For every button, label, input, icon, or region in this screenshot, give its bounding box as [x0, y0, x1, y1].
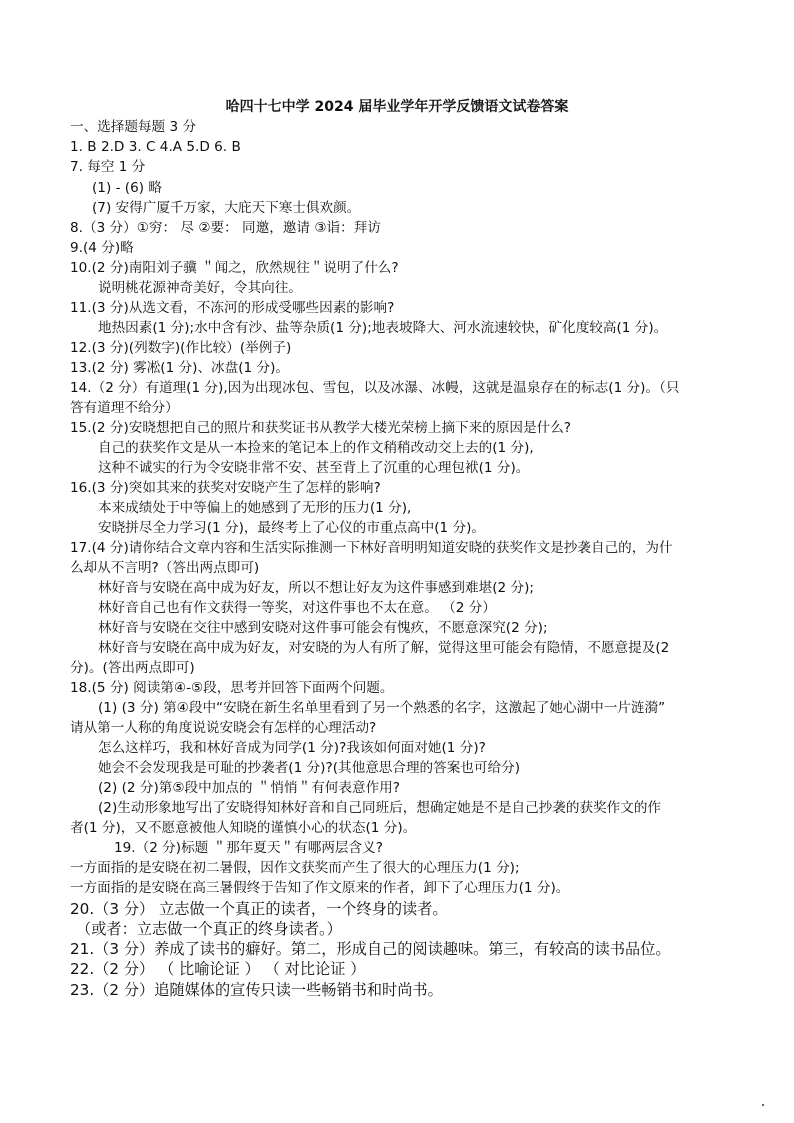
answer-line: (7) 安得广厦千万家，大庇天下寒士俱欢颜。 — [92, 200, 361, 216]
answer-line: 地热因素(1 分);水中含有沙、盐等杂质(1 分);地表坡降大、河水流速较快，矿化度较高(1 分)。 — [98, 320, 668, 336]
answer-line: 答有道理不给分） — [70, 400, 179, 416]
section-heading: 一、选择题每题 3 分 — [70, 119, 197, 135]
answer-line: 自己的获奖作文是从一本捡来的笔记本上的作文稍稍改动交上去的(1 分), — [98, 440, 534, 456]
question-line: 16.(3 分)突如其来的获奖对安晓产生了怎样的影响? — [70, 480, 381, 496]
question-line: (2) (2 分)第⑤段中加点的 ＂悄悄＂有何表意作用? — [98, 780, 400, 796]
answer-line: 林好音与安晓在高中成为好友，所以不想让好友为这件事感到难堪(2 分); — [98, 580, 534, 596]
answer-line: 本来成绩处于中等偏上的她感到了无形的压力(1 分), — [98, 500, 412, 516]
answer-line: 一方面指的是安晓在高三暑假终于告知了作文原来的作者，卸下了心理压力(1 分)。 — [70, 880, 570, 896]
answer-line: 14.（2 分）有道理(1 分),因为出现冰包、雪包，以及冰瀑、冰幔，这就是温泉存在的标志(1 分)。（只 — [70, 380, 680, 396]
answer-line: 20.（3 分） 立志做一个真正的读者，一个终身的读者。 — [70, 900, 448, 918]
scan-speck — [762, 1104, 764, 1106]
answer-line: 分)。(答出两点即可) — [70, 660, 195, 676]
answer-line: 23.（2 分）追随媒体的宣传只读一些畅销书和时尚书。 — [70, 981, 443, 999]
question-line: 18.(5 分) 阅读第④-⑤段，思考并回答下面两个问题。 — [70, 680, 394, 696]
question-line: 请从第一人称的角度说说安晓会有怎样的心理活动? — [70, 720, 377, 736]
question-line: 15.(2 分)安晓想把自己的照片和获奖证书从教学大楼光荣榜上摘下来的原因是什么? — [70, 420, 572, 436]
answer-line: 22.（2 分） （ 比喻论证 ） （ 对比论证 ） — [70, 960, 366, 978]
question-line: (1) (3 分) 第④段中“安晓在新生名单里看到了另一个熟悉的名字，这激起了她心湖中一片涟漪” — [98, 700, 666, 716]
answer-line: 1. B 2.D 3. C 4.A 5.D 6. B — [70, 139, 241, 155]
page-title: 哈四十七中学 2024 届毕业学年开学反馈语文试卷答案 — [225, 99, 569, 115]
answer-line: 9.(4 分)略 — [70, 240, 134, 256]
question-line: 17.(4 分)请你结合文章内容和生活实际推测一下林好音明明知道安晓的获奖作文是抄袭自己的，为什 — [70, 540, 673, 556]
answer-line: 12.(3 分)(列数字)(作比较）(举例子) — [70, 340, 292, 356]
answer-line: 她会不会发现我是可耻的抄袭者(1 分)?(其他意思合理的答案也可给分) — [98, 760, 521, 776]
answer-line: (1) - (6) 略 — [92, 180, 162, 196]
answer-line: 安晓拼尽全力学习(1 分)，最终考上了心仪的市重点高中(1 分)。 — [98, 520, 485, 536]
answer-line: （或者：立志做一个真正的终身读者。） — [76, 920, 342, 938]
answer-line: 林好音与安晓在高中成为好友，对安晓的为人有所了解，觉得这里可能会有隐情，不愿意提及(2 — [98, 640, 670, 656]
question-line: 10.(2 分)南阳刘子骥 ＂闻之，欣然规往＂说明了什么? — [70, 260, 399, 276]
answer-line: 13.(2 分) 雾凇(1 分)、冰盘(1 分)。 — [70, 360, 290, 376]
answer-line: (2)生动形象地写出了安晓得知林好音和自己同班后，想确定她是不是自己抄袭的获奖作文的作 — [98, 800, 662, 816]
answer-line: 8.（3 分）①穷： 尽 ②要： 同邀，邀请 ③诣：拜访 — [70, 220, 381, 236]
answer-line: 林好音自己也有作文获得一等奖，对这件事也不太在意。 （2 分） — [98, 600, 496, 616]
answer-line: 怎么这样巧，我和林好音成为同学(1 分)?我该如何面对她(1 分)? — [98, 740, 486, 756]
question-line: 11.(3 分)从选文看，不冻河的形成受哪些因素的影响? — [70, 300, 395, 316]
answer-line: 者(1 分)，又不愿意被他人知晓的谨慎小心的状态(1 分)。 — [70, 820, 417, 836]
answer-line: 林好音与安晓在交往中感到安晓对这件事可能会有愧疚，不愿意深究(2 分); — [98, 620, 548, 636]
question-line: 么却从不言明?（答出两点即可) — [70, 560, 260, 576]
answer-line: 说明桃花源神奇美好，令其向往。 — [98, 280, 302, 296]
question-line: 19.（2 分)标题 ＂那年夏天＂有哪两层含义? — [114, 840, 383, 856]
answer-line: 21.（3 分）养成了读书的癖好。第二，形成自己的阅读趣味。第三，有较高的读书品位。 — [70, 940, 671, 958]
answer-line: 一方面指的是安晓在初二暑假，因作文获奖而产生了很大的心理压力(1 分); — [70, 860, 520, 876]
answer-line: 7. 每空 1 分 — [70, 159, 146, 175]
answer-line: 这种不诚实的行为令安晓非常不安、甚至背上了沉重的心理包袱(1 分)。 — [98, 460, 530, 476]
